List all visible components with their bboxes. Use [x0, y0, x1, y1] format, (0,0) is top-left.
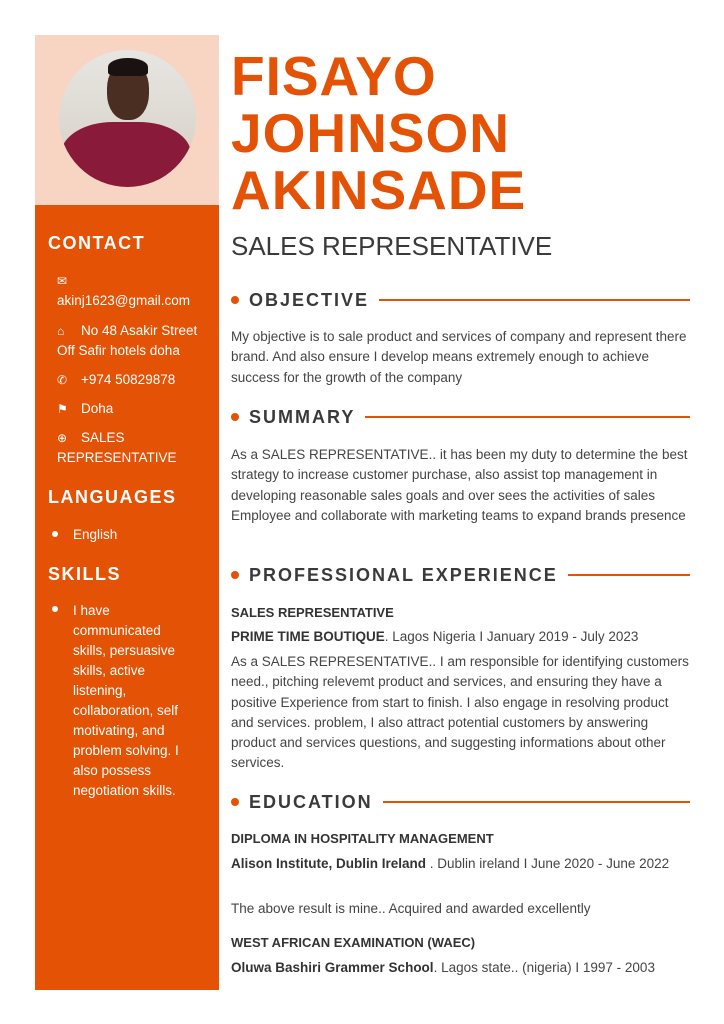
phone-icon: ✆ — [57, 373, 68, 387]
languages-heading: LANGUAGES — [48, 487, 177, 507]
envelope-icon: ✉ — [57, 274, 68, 288]
school-name: Oluwa Bashiri Grammer School — [231, 960, 434, 975]
contact-email[interactable] — [57, 271, 207, 311]
contact-address — [57, 321, 207, 361]
globe-icon: ⊕ — [57, 431, 68, 445]
job-title: SALES REPRESENTATIVE — [231, 231, 553, 261]
sidebar — [35, 35, 219, 990]
contact-website — [57, 428, 207, 468]
job-details: . Lagos Nigeria I January 2019 - July 2023 — [384, 629, 639, 644]
section-label: PROFESSIONAL EXPERIENCE — [249, 564, 558, 585]
photo-panel — [35, 35, 219, 205]
job-company-line — [231, 627, 693, 647]
section-label: SUMMARY — [249, 406, 356, 427]
dot-icon — [231, 571, 239, 579]
school-line — [231, 854, 671, 874]
objective-heading — [231, 289, 690, 311]
contact-city — [57, 399, 207, 419]
website-text: SALES REPRESENTATIVE — [57, 430, 177, 465]
language-item: English — [73, 527, 118, 542]
section-label: OBJECTIVE — [249, 289, 370, 310]
phone-text: +974 50829878 — [81, 372, 176, 387]
school-line — [231, 958, 693, 978]
school-details: . Dublin ireland I June 2020 - June 2022 — [426, 856, 670, 871]
candidate-name — [231, 45, 527, 221]
company-name: PRIME TIME BOUTIQUE — [231, 629, 385, 644]
section-label: EDUCATION — [249, 791, 373, 812]
divider — [379, 299, 690, 301]
school-details: . Lagos state.. (nigeria) I 1997 - 2003 — [433, 960, 655, 975]
name-line: JOHNSON — [231, 102, 510, 164]
degree: WEST AFRICAN EXAMINATION (WAEC) — [231, 935, 476, 950]
summary-heading — [231, 406, 690, 428]
education-description: The above result is mine.. Acquired and awarded excellently — [231, 901, 591, 916]
objective-text: My objective is to sale product and services of company and represent there brand. And also ensure I develop means extremely enough to achieve success for the growth of the company — [231, 329, 687, 385]
name-line: AKINSADE — [231, 159, 527, 221]
bullet-icon — [52, 606, 58, 612]
name-line: FISAYO — [231, 45, 437, 107]
summary-text: As a SALES REPRESENTATIVE.. it has been my duty to determine the best strategy to increase customer purchase, also assist top management in developing reasonable sales goals and over sees the activities of sales Employee and collaborate with marketing teams to expand brands presence — [231, 447, 688, 523]
divider — [383, 801, 690, 803]
dot-icon — [231, 413, 239, 421]
dot-icon — [231, 296, 239, 304]
school-name: Alison Institute, Dublin Ireland — [231, 856, 427, 871]
flag-icon: ⚑ — [57, 402, 68, 416]
divider — [365, 416, 690, 418]
job-description: As a SALES REPRESENTATIVE.. I am responsible for identifying customers need., pitching relevemt product and services, and ensuring they have a positive Experience from start to finish. I also engage in resolving product and services. problem, I also attract potential customers by answering product and services questions, and suggesting informations about other services. — [231, 654, 689, 771]
dot-icon — [231, 798, 239, 806]
job-role: SALES REPRESENTATIVE — [231, 605, 394, 620]
profile-photo — [59, 50, 196, 187]
city-text: Doha — [81, 401, 114, 416]
contact-phone — [57, 370, 207, 390]
bullet-icon — [52, 531, 58, 537]
email-text: akinj1623@gmail.com — [57, 293, 191, 308]
education-heading — [231, 791, 690, 813]
contact-heading: CONTACT — [48, 233, 146, 253]
experience-heading — [231, 564, 690, 586]
home-icon: ⌂ — [57, 324, 65, 338]
degree: DIPLOMA IN HOSPITALITY MANAGEMENT — [231, 831, 494, 846]
skill-item: I have communicated skills, persuasive skills, active listening, collaboration, self motivating, and problem solving. I also possess negotiation skills. — [73, 603, 179, 798]
address-text: No 48 Asakir Street Off Safir hotels doha — [57, 323, 198, 358]
skills-heading: SKILLS — [48, 564, 122, 584]
divider — [568, 574, 690, 576]
